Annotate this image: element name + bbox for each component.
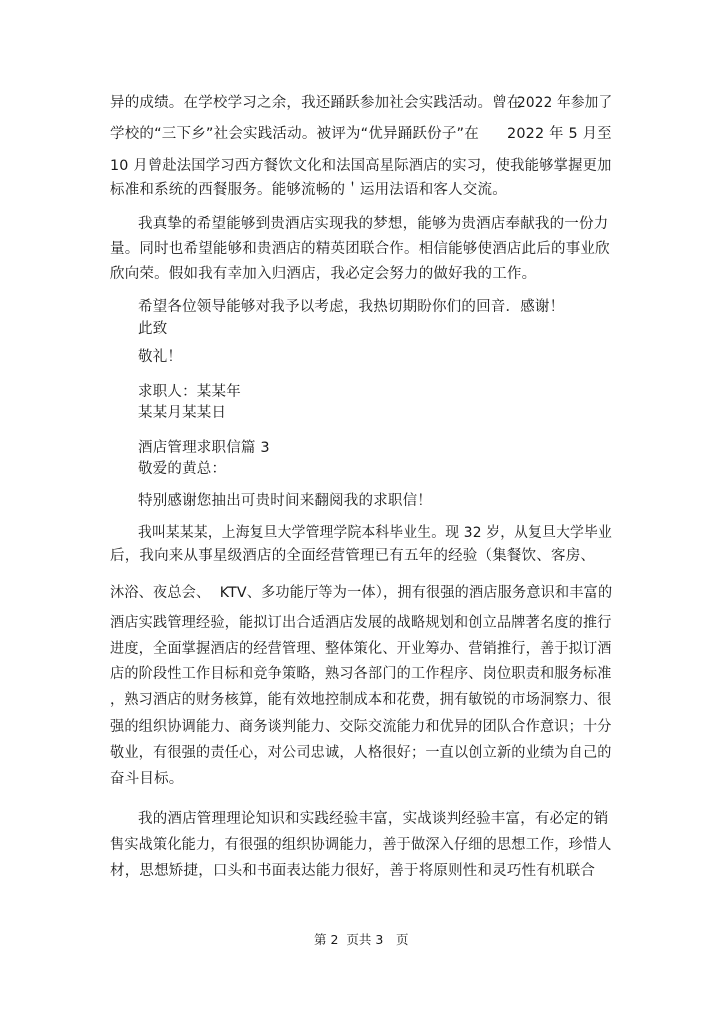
text-line: 此致 — [138, 321, 168, 337]
text-line: 2022 年参加了 — [517, 95, 613, 111]
text-line: 进度，全面掌握酒店的经营管理、整体策化、开业筹办、营销推行，善于拟订酒 — [110, 641, 612, 657]
text-line: 店的阶段性工作目标和竞争策略，熟习各部门的工作程序、岗位职责和服务标准 — [110, 666, 612, 682]
text-line: 2022 年 5 月至 — [507, 126, 612, 142]
text-line: 沐浴、夜总会、 KTV、多功能厅等为一体），拥有很强的酒店服务意识和丰富的 — [110, 585, 613, 601]
text-line: 我的酒店管理理论知识和实践经验丰富，实战谈判经验丰富，有必定的销 — [138, 811, 609, 827]
text-line: 量。同时也希望能够和贵酒店的精英团联合作。相信能够使酒店此后的事业欣 — [110, 241, 610, 257]
text-line: 异的成绩。在学校学习之余，我还踊跃参加社会实践活动。曾在 — [110, 95, 522, 111]
text-line: 10 月曾赴法国学习西方餐饮文化和法国高星际酒店的实习，使我能够掌握更加 — [110, 158, 612, 174]
text-line: 学校的“三下乡”社会实践活动。被评为“优异踊跃份子”在 — [110, 126, 479, 142]
text-line: 酒店实践管理经验，能拟订出合适酒店发展的战略规划和创立品牌著名度的推行 — [110, 615, 612, 631]
text-line: 希望各位领导能够对我予以考虑，我热切期盼你们的回音．感谢！ — [138, 299, 565, 315]
text-line: 奋斗目标。 — [110, 771, 184, 787]
text-line: 敬业，有很强的责任心，对公司忠诚，人格很好；一直以创立新的业绩为自己的 — [110, 745, 612, 761]
text-line: 我叫某某某，上海复旦大学管理学院本科毕业生。现 32 岁，从复旦大学毕业 — [138, 525, 612, 541]
section-title: 酒店管理求职信篇 3 — [138, 440, 270, 456]
text-line: 欣向荣。假如我有幸加入归酒店，我必定会努力的做好我的工作。 — [110, 266, 537, 282]
text-line: 敬礼！ — [138, 349, 183, 365]
text-line: 求职人：某某年 — [138, 384, 241, 400]
text-line: 后，我向来从事星级酒店的全面经营管理已有五年的经验（集餐饮、客房、 — [110, 548, 596, 564]
text-line: 我真挚的希望能够到贵酒店实现我的梦想，能够为贵酒店奉献我的一份力 — [138, 216, 609, 232]
text-line: 某某月某某日 — [138, 405, 227, 421]
salutation: 敬爱的黄总： — [138, 461, 227, 477]
text-line: 特别感谢您抽出可贵时间来翻阅我的求职信！ — [138, 493, 432, 509]
text-line: 标准和系统的西餐服务。能够流畅的＇运用法语和客人交流。 — [110, 182, 507, 198]
page-number-suffix: 页 — [396, 932, 409, 947]
text-line: ，熟习酒店的财务核算，能有效地控制成本和花费，拥有敏锐的市场洞察力、很 — [110, 692, 612, 708]
page-number: 第 2 页共 3 — [314, 932, 384, 947]
text-line: 材，思想矫捷，口头和书面表达能力很好，善于将原则性和灵巧性有机联合 — [110, 863, 596, 879]
text-line: 售实战策化能力，有很强的组织协调能力，善于做深入仔细的思想工作，珍惜人 — [110, 837, 612, 853]
text-line: 强的组织协调能力、商务谈判能力、交际交流能力和优异的团队合作意识；十分 — [110, 719, 612, 735]
